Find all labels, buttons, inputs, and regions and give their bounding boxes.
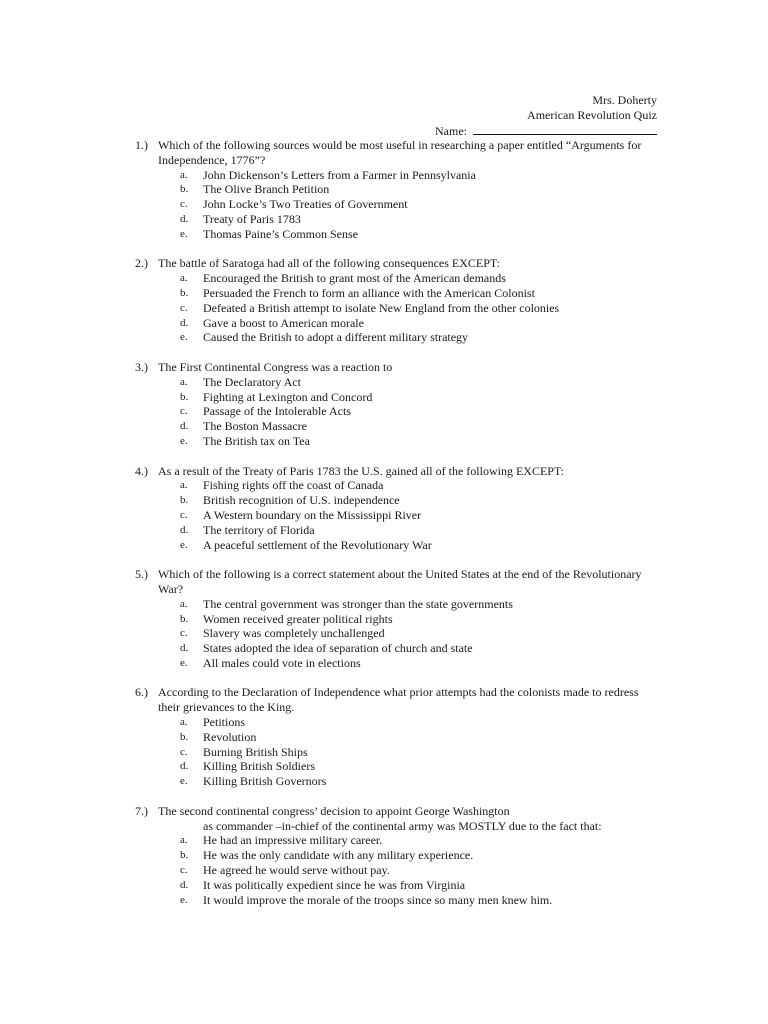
question-list <box>135 138 655 922</box>
answer-options <box>135 271 655 345</box>
option-text: Gave a boost to American morale <box>203 315 364 330</box>
option-letter: d. <box>180 523 189 536</box>
answer-options <box>135 168 655 242</box>
question-text: According to the Declaration of Independence what prior attempts had the colonists made to redress their grievances to the King. <box>158 685 639 715</box>
question-number: 7.) <box>135 803 148 818</box>
answer-option <box>135 833 655 848</box>
option-text: Fighting at Lexington and Concord <box>203 389 373 404</box>
option-letter: b. <box>180 183 189 196</box>
question-number: 2.) <box>135 256 148 271</box>
answer-options <box>135 715 655 789</box>
question-stem <box>135 567 655 597</box>
answer-option <box>135 182 655 197</box>
answer-option <box>135 197 655 212</box>
question-6 <box>135 685 655 789</box>
option-letter: a. <box>180 716 188 729</box>
option-letter: a. <box>180 272 188 285</box>
question-number: 5.) <box>135 567 148 582</box>
option-letter: d. <box>180 642 189 655</box>
option-letter: c. <box>180 405 188 418</box>
question-stem <box>135 464 655 479</box>
option-letter: d. <box>180 878 189 891</box>
answer-option <box>135 404 655 419</box>
option-text: Persuaded the French to form an alliance with the American Colonist <box>203 285 535 300</box>
option-text: The territory of Florida <box>203 522 315 537</box>
question-number: 1.) <box>135 138 148 152</box>
option-letter: b. <box>180 730 189 743</box>
option-text: Killing British Governors <box>203 774 327 789</box>
option-text: States adopted the idea of separation of church and state <box>203 641 473 656</box>
answer-option <box>135 626 655 641</box>
option-letter: c. <box>180 627 188 640</box>
option-text: A Western boundary on the Mississippi River <box>203 507 422 522</box>
option-letter: e. <box>180 434 188 447</box>
option-letter: b. <box>180 849 189 862</box>
option-letter: b. <box>180 390 189 403</box>
option-letter: b. <box>180 612 189 625</box>
option-text: He agreed he would serve without pay. <box>203 863 390 878</box>
answer-option <box>135 301 655 316</box>
answer-option <box>135 330 655 345</box>
option-letter: e. <box>180 538 188 551</box>
name-label: Name: <box>435 123 467 138</box>
answer-option <box>135 538 655 553</box>
option-text: Passage of the Intolerable Acts <box>203 404 351 419</box>
answer-option <box>135 730 655 745</box>
question-number: 3.) <box>135 359 148 374</box>
option-letter: e. <box>180 656 188 669</box>
question-7 <box>135 804 655 908</box>
answer-option <box>135 774 655 789</box>
option-text: Revolution <box>203 729 257 744</box>
option-letter: e. <box>180 775 188 788</box>
option-text: A peaceful settlement of the Revolutionary War <box>203 537 432 552</box>
question-number: 6.) <box>135 685 148 700</box>
quiz-header <box>435 93 657 137</box>
option-letter: c. <box>180 864 188 877</box>
option-text: Encouraged the British to grant most of the American demands <box>203 271 506 286</box>
option-text: All males could vote in elections <box>203 655 361 670</box>
option-text: British recognition of U.S. independence <box>203 493 400 508</box>
option-text: John Dickenson’s Letters from a Farmer in Pennsylvania <box>203 167 476 182</box>
question-stem <box>135 256 655 271</box>
answer-option <box>135 493 655 508</box>
option-text: Burning British Ships <box>203 744 308 759</box>
option-text: Caused the British to adopt a different military strategy <box>203 330 469 345</box>
answer-option <box>135 286 655 301</box>
option-text: The Olive Branch Petition <box>203 182 330 197</box>
option-letter: d. <box>180 760 189 773</box>
answer-option <box>135 612 655 627</box>
option-text: Killing British Soldiers <box>203 759 316 774</box>
question-text: As a result of the Treaty of Paris 1783 the U.S. gained all of the following EXCEPT: <box>158 463 565 478</box>
option-letter: d. <box>180 420 189 433</box>
question-2 <box>135 256 655 345</box>
question-stem <box>135 685 655 715</box>
answer-option <box>135 478 655 493</box>
answer-option <box>135 641 655 656</box>
option-letter: a. <box>180 834 188 847</box>
option-letter: b. <box>180 286 189 299</box>
teacher-name: Mrs. Doherty <box>592 93 657 107</box>
option-text: Women received greater political rights <box>203 611 393 626</box>
option-letter: e. <box>180 227 188 240</box>
question-text: The second continental congress’ decision to appoint George Washington <box>158 803 510 818</box>
answer-option <box>135 759 655 774</box>
option-letter: d. <box>180 316 189 329</box>
answer-option <box>135 419 655 434</box>
answer-option <box>135 212 655 227</box>
answer-option <box>135 316 655 331</box>
question-1 <box>135 138 655 242</box>
answer-option <box>135 893 655 908</box>
question-4 <box>135 464 655 553</box>
name-field <box>435 123 657 138</box>
question-text: Which of the following sources would be most useful in researching a paper entitled “Arguments for Independence, 1776”? <box>158 138 642 167</box>
question-5 <box>135 567 655 671</box>
answer-option <box>135 271 655 286</box>
option-text: The British tax on Tea <box>203 433 310 448</box>
answer-option <box>135 375 655 390</box>
answer-options <box>135 597 655 671</box>
option-text: Defeated a British attempt to isolate New England from the other colonies <box>203 300 560 315</box>
answer-option <box>135 597 655 612</box>
option-text: Slavery was completely unchallenged <box>203 626 385 641</box>
option-text: Fishing rights off the coast of Canada <box>203 478 384 493</box>
option-text: He was the only candidate with any military experience. <box>203 848 474 863</box>
option-letter: e. <box>180 893 188 906</box>
question-stem <box>135 138 655 168</box>
answer-option <box>135 508 655 523</box>
option-letter: a. <box>180 375 188 388</box>
question-text: Which of the following is a correct statement about the United States at the end of the Revolutionary War? <box>158 567 642 596</box>
option-text: It would improve the morale of the troops since so many men knew him. <box>203 892 553 907</box>
option-letter: c. <box>180 508 188 521</box>
option-letter: d. <box>180 212 189 225</box>
answer-option <box>135 168 655 183</box>
name-blank-line <box>473 123 657 135</box>
answer-options <box>135 478 655 552</box>
option-letter: e. <box>180 331 188 344</box>
answer-option <box>135 390 655 405</box>
option-letter: c. <box>180 745 188 758</box>
option-text: The Boston Massacre <box>203 419 307 434</box>
option-letter: b. <box>180 494 189 507</box>
question-stem <box>135 804 655 819</box>
answer-option <box>135 434 655 449</box>
option-text: Petitions <box>203 715 246 730</box>
answer-option <box>135 863 655 878</box>
option-letter: a. <box>180 168 188 181</box>
option-letter: c. <box>180 198 188 211</box>
option-letter: a. <box>180 479 188 492</box>
answer-option <box>135 848 655 863</box>
answer-option <box>135 715 655 730</box>
question-number: 4.) <box>135 463 148 478</box>
answer-option <box>135 745 655 760</box>
answer-option <box>135 656 655 671</box>
answer-option <box>135 227 655 242</box>
question-text-continued: as commander –in-chief of the continental army was MOSTLY due to the fact that: <box>203 818 602 833</box>
question-3 <box>135 360 655 449</box>
answer-options <box>135 833 655 907</box>
question-text: The battle of Saratoga had all of the following consequences EXCEPT: <box>158 256 500 271</box>
option-text: Treaty of Paris 1783 <box>203 211 301 226</box>
quiz-title: American Revolution Quiz <box>527 107 657 122</box>
question-stem <box>135 360 655 375</box>
option-letter: c. <box>180 301 188 314</box>
answer-options <box>135 375 655 449</box>
option-letter: a. <box>180 597 188 610</box>
answer-option <box>135 523 655 538</box>
answer-option <box>135 878 655 893</box>
option-text: It was politically expedient since he was from Virginia <box>203 877 466 892</box>
option-text: The central government was stronger than the state governments <box>203 596 513 611</box>
option-text: Thomas Paine’s Common Sense <box>203 226 358 241</box>
option-text: John Locke’s Two Treaties of Government <box>203 197 408 212</box>
option-text: He had an impressive military career. <box>203 833 383 848</box>
question-text: The First Continental Congress was a reaction to <box>158 359 393 374</box>
option-text: The Declaratory Act <box>203 374 301 389</box>
